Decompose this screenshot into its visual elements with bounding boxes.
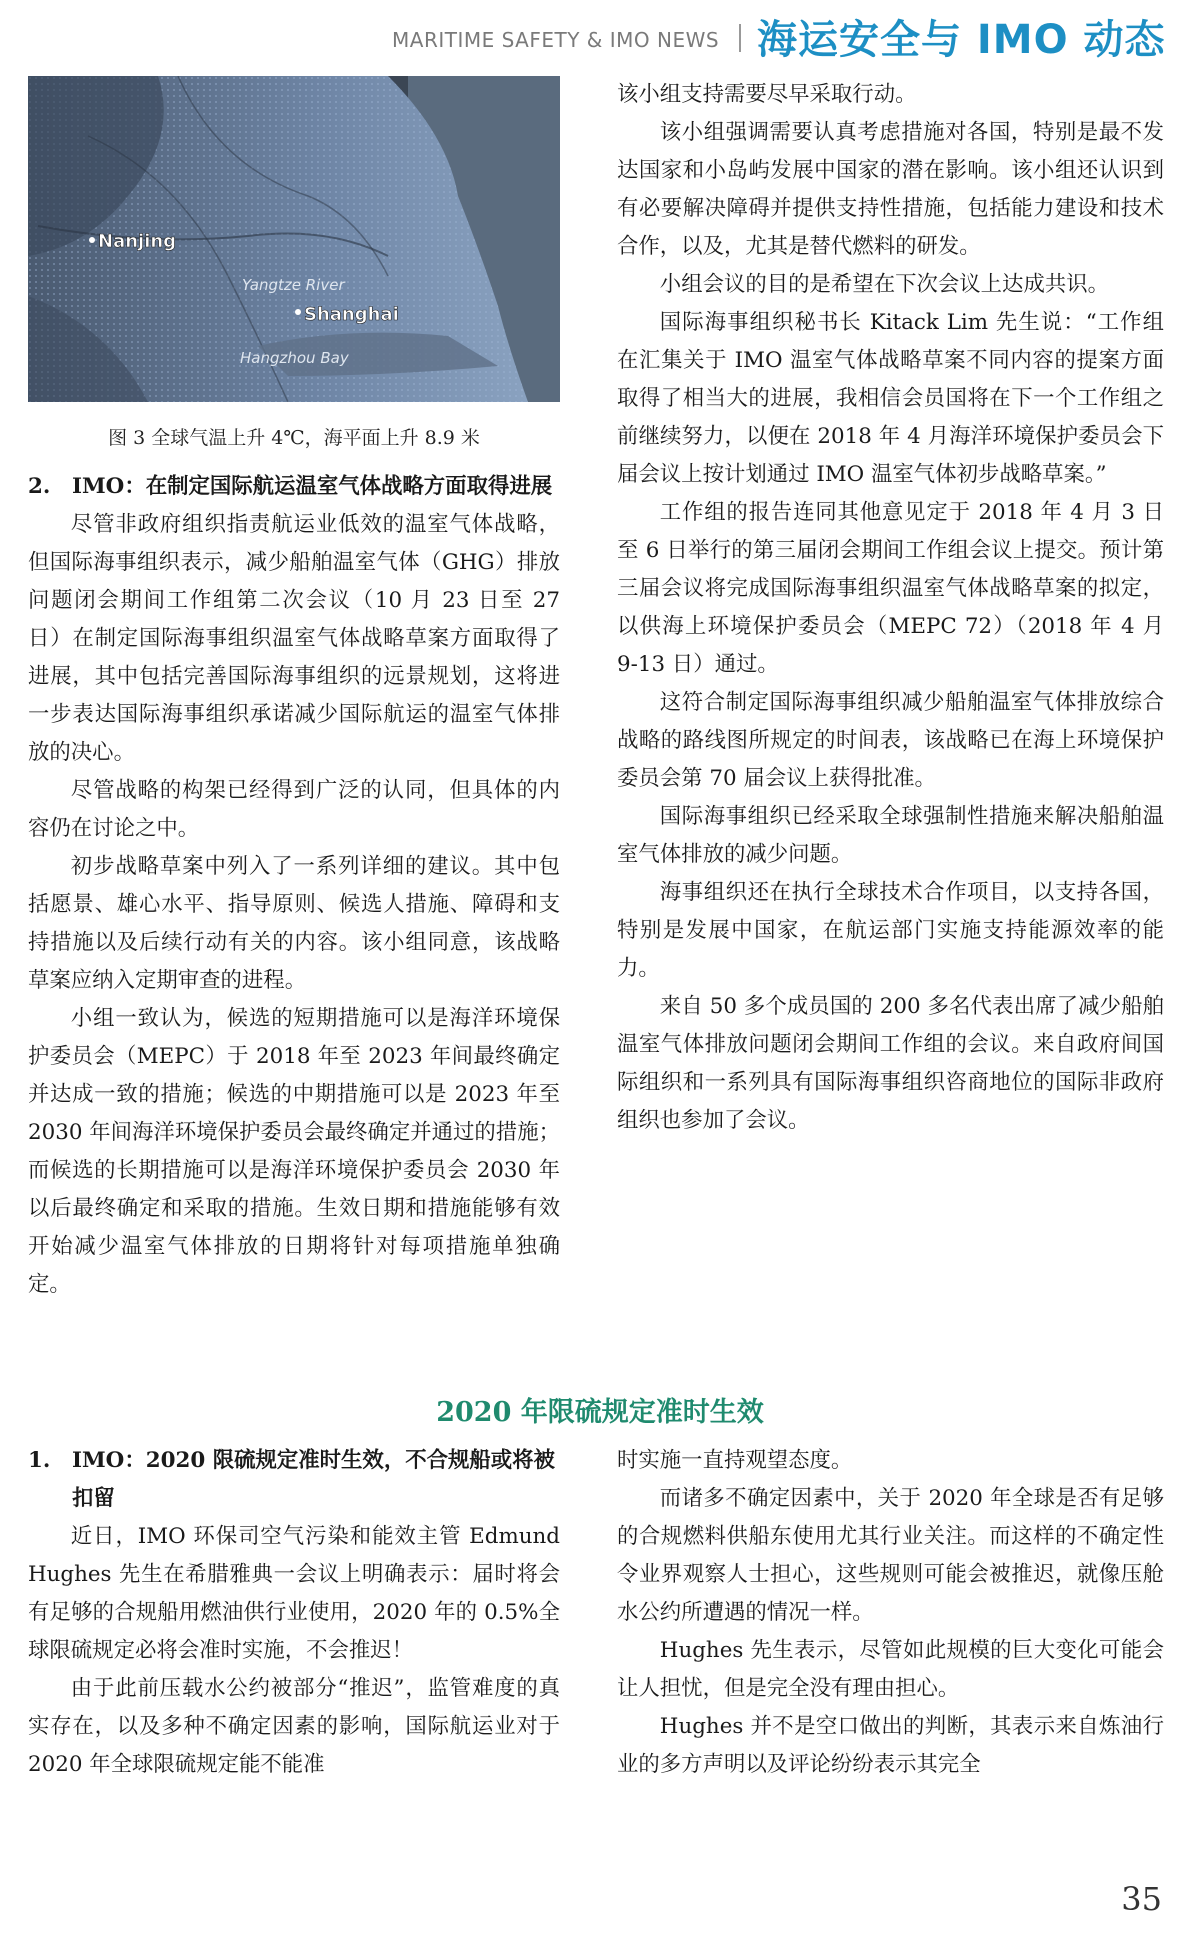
section2-right-first-line: 时实施一直持观望态度。	[617, 1448, 853, 1473]
body-paragraph: 尽管非政府组织指责航运业低效的温室气体战略，但国际海事组织表示，减少船舶温室气体（GHG）排放问题闭会期间工作组第二次会议（10 月 23 日至 27 日）在制定国际海事组织温室气体战略草案方面取得了进展，其中包括完善国际海事组织的远景规划，这将进一步表达国际海事组织承诺减少国际航运的温室气体排放的决心。	[28, 512, 560, 765]
map-label-nanjing: Nanjing	[98, 231, 177, 252]
body-paragraph: Hughes 并不是空口做出的判断，其表示来自炼油行业的多方声明以及评论纷纷表示其完全	[617, 1714, 1164, 1777]
body-paragraph: 该小组强调需要认真考虑措施对各国，特别是最不发达国家和小岛屿发展中国家的潜在影响。该小组还认识到有必要解决障碍并提供支持性措施，包括能力建设和技术合作，以及，尤其是替代燃料的研发。	[617, 120, 1164, 259]
header-divider	[739, 24, 741, 52]
body-paragraph: 尽管战略的构架已经得到广泛的认同，但具体的内容仍在讨论之中。	[28, 778, 560, 841]
body-paragraph: 小组一致认为，候选的短期措施可以是海洋环境保护委员会（MEPC）于 2018 年至 2023 年间最终确定并达成一致的措施；候选的中期措施可以是 2023 年至 2030 年间海洋环境保护委员会最终确定并通过的措施；而候选的长期措施可以是海洋环境保护委员会 2030 年以后最终确定和采取的措施。生效日期和措施能够有效开始减少温室气体排放的日期将针对每项措施单独确定。	[28, 1006, 560, 1297]
section2-title: 2020 年限硫规定准时生效	[436, 1397, 764, 1428]
body-paragraph: 工作组的报告连同其他意见定于 2018 年 4 月 3 日至 6 日举行的第三届闭会期间工作组会议上提交。预计第三届会议将完成国际海事组织温室气体战略草案的拟定，以供海上环境保护委员会（MEPC 72）（2018 年 4 月 9-13 日）通过。	[617, 500, 1164, 677]
body-paragraph: 初步战略草案中列入了一系列详细的建议。其中包括愿景、雄心水平、指导原则、候选人措施、障碍和支持措施以及后续行动有关的内容。该小组同意，该战略草案应纳入定期审查的进程。	[28, 854, 560, 993]
body-paragraph: 小组会议的目的是希望在下次会议上达成共识。	[659, 272, 1110, 297]
section1-heading: 2. IMO：在制定国际航运温室气体战略方面取得进展	[28, 474, 553, 499]
section2-heading: 1. IMO：2020 限硫规定准时生效，不合规船或将被扣留	[28, 1448, 555, 1511]
body-paragraph: Hughes 先生表示，尽管如此规模的巨大变化可能会让人担忧，但是完全没有理由担心。	[617, 1638, 1164, 1701]
map-label-yangtze: Yangtze River	[242, 276, 345, 294]
page-number: 35	[1121, 1880, 1162, 1918]
map-label-hangzhou-bay: Hangzhou Bay	[240, 349, 349, 367]
body-paragraph: 由于此前压载水公约被部分“推迟”，监管难度的真实存在，以及多种不确定因素的影响，国际航运业对于 2020 年全球限硫规定能不能准	[28, 1676, 560, 1777]
shanghai-marker	[295, 309, 301, 315]
page-header	[0, 0, 1200, 63]
section1-right-first-line: 该小组支持需要尽早采取行动。	[617, 82, 917, 107]
figure-caption: 图 3 全球气温上升 4℃，海平面上升 8.9 米	[108, 427, 480, 449]
section1-right-column	[617, 76, 1164, 1140]
header-english-title: MARITIME SAFETY & IMO NEWS	[392, 28, 720, 52]
section2-left-column	[28, 1442, 560, 1784]
body-paragraph: 而诸多不确定因素中，关于 2020 年全球是否有足够的合规燃料供船东使用尤其行业关注。而这样的不确定性令业界观察人士担心，这些规则可能会被推迟，就像压舱水公约所遭遇的情况一样。	[617, 1486, 1164, 1625]
body-paragraph: 国际海事组织秘书长 Kitack Lim 先生说：“工作组在汇集关于 IMO 温室气体战略草案不同内容的提案方面取得了相当大的进展，我相信会员国将在下一个工作组之前继续努力，以便在 2018 年 4 月海洋环境保护委员会下届会议上按计划通过 IMO 温室气体初步战略草案。”	[617, 310, 1164, 487]
body-paragraph: 海事组织还在执行全球技术合作项目，以支持各国，特别是发展中国家，在航运部门实施支持能源效率的能力。	[617, 880, 1164, 981]
body-paragraph: 这符合制定国际海事组织减少船舶温室气体排放综合战略的路线图所规定的时间表，该战略已在海上环境保护委员会第 70 届会议上获得批准。	[617, 690, 1164, 791]
section2-right-column	[617, 1442, 1164, 1784]
sea-level-map-image	[28, 76, 560, 402]
nanjing-marker	[89, 237, 95, 243]
map-label-shanghai: Shanghai	[304, 304, 399, 325]
header-chinese-title: 海运安全与 IMO 动态	[757, 17, 1166, 63]
section1-left-column	[28, 468, 560, 1304]
body-paragraph: 国际海事组织已经采取全球强制性措施来解决船舶温室气体排放的减少问题。	[617, 804, 1164, 867]
body-paragraph: 来自 50 多个成员国的 200 多名代表出席了减少船舶温室气体排放问题闭会期间工作组的会议。来自政府间国际组织和一系列具有国际海事组织咨商地位的国际非政府组织也参加了会议。	[617, 994, 1164, 1133]
body-paragraph: 近日，IMO 环保司空气污染和能效主管 Edmund Hughes 先生在希腊雅典一会议上明确表示：届时将会有足够的合规船用燃油供行业使用，2020 年的 0.5%全球限硫规定必将会准时实施，不会推迟！	[28, 1524, 560, 1663]
